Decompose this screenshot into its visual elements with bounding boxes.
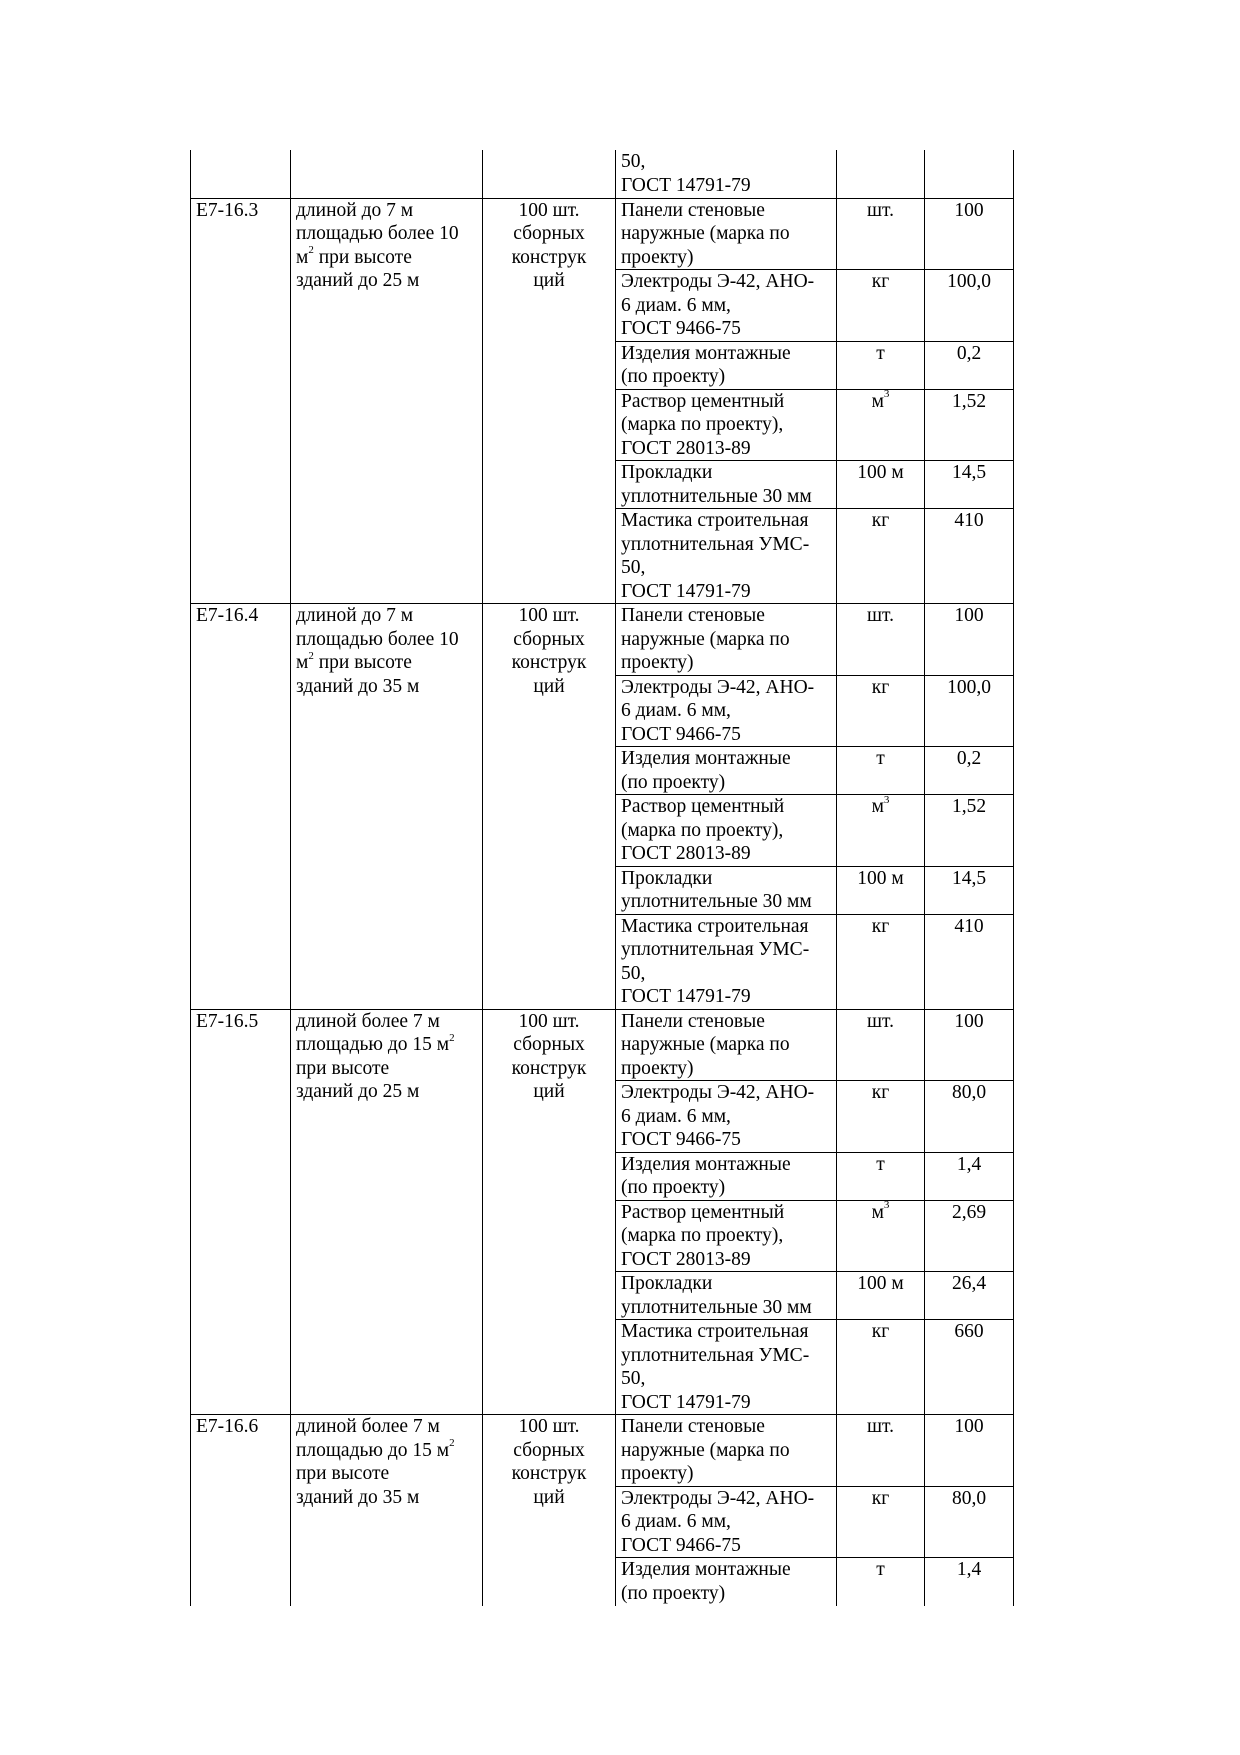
unit-cell <box>483 150 616 198</box>
material-unit-cell: т <box>837 1558 925 1606</box>
material-unit-cell <box>837 150 925 198</box>
material-unit-cell: 100 м <box>837 866 925 914</box>
material-qty-cell: 0,2 <box>925 341 1014 389</box>
material-unit-cell: 100 м <box>837 1272 925 1320</box>
material-qty-cell: 80,0 <box>925 1081 1014 1153</box>
material-unit-cell: шт. <box>837 198 925 270</box>
material-name-cell: Прокладки уплотнительные 30 мм <box>616 1272 837 1320</box>
material-name-cell: Электроды Э-42, АНО- 6 диам. 6 мм, ГОСТ 9466-75 <box>616 1081 837 1153</box>
material-unit-cell: шт. <box>837 1009 925 1081</box>
unit-cell: 100 шт. сборных конструк ций <box>483 198 616 604</box>
material-name-cell: Прокладки уплотнительные 30 мм <box>616 461 837 509</box>
code-cell <box>191 150 291 198</box>
description-cell <box>291 150 483 198</box>
material-name-cell: Раствор цементный (марка по проекту), ГОСТ 28013-89 <box>616 1200 837 1272</box>
material-unit-cell: т <box>837 747 925 795</box>
material-qty-cell: 14,5 <box>925 461 1014 509</box>
material-unit-cell: т <box>837 1152 925 1200</box>
material-unit-cell: кг <box>837 509 925 604</box>
table-row <box>191 198 1014 270</box>
material-name-cell: Раствор цементный (марка по проекту), ГОСТ 28013-89 <box>616 389 837 461</box>
material-unit-cell: шт. <box>837 1415 925 1487</box>
material-qty-cell: 100 <box>925 198 1014 270</box>
material-qty-cell: 0,2 <box>925 747 1014 795</box>
description-cell: длиной более 7 м площадью до 15 $м^2$ при высоте зданий до 35 м <box>291 1415 483 1606</box>
material-qty-cell: 14,5 <box>925 866 1014 914</box>
material-name-cell: 50, ГОСТ 14791-79 <box>616 150 837 198</box>
material-unit-cell: $м^3$ <box>837 1200 925 1272</box>
unit-cell: 100 шт. сборных конструк ций <box>483 604 616 1010</box>
code-cell: Е7-16.4 <box>191 604 291 1010</box>
material-name-cell: Электроды Э-42, АНО- 6 диам. 6 мм, ГОСТ 9466-75 <box>616 1486 837 1558</box>
material-qty-cell: 100 <box>925 604 1014 676</box>
material-name-cell: Изделия монтажные (по проекту) <box>616 1558 837 1606</box>
norms-table <box>190 150 1014 1606</box>
material-name-cell: Мастика строительная уплотнительная УМС- 50, ГОСТ 14791-79 <box>616 1320 837 1415</box>
material-unit-cell: 100 м <box>837 461 925 509</box>
material-unit-cell: кг <box>837 675 925 747</box>
material-qty-cell: 1,4 <box>925 1152 1014 1200</box>
material-unit-cell: кг <box>837 1486 925 1558</box>
material-qty-cell: 100,0 <box>925 270 1014 342</box>
material-unit-cell: кг <box>837 914 925 1009</box>
description-cell: длиной более 7 м площадью до 15 $м^2$ при высоте зданий до 25 м <box>291 1009 483 1415</box>
material-name-cell: Мастика строительная уплотнительная УМС- 50, ГОСТ 14791-79 <box>616 509 837 604</box>
material-qty-cell: 80,0 <box>925 1486 1014 1558</box>
unit-cell: 100 шт. сборных конструк ций <box>483 1009 616 1415</box>
material-unit-cell: кг <box>837 1320 925 1415</box>
material-unit-cell: шт. <box>837 604 925 676</box>
material-name-cell: Панели стеновые наружные (марка по проекту) <box>616 1415 837 1487</box>
table-row <box>191 604 1014 676</box>
material-name-cell: Раствор цементный (марка по проекту), ГОСТ 28013-89 <box>616 795 837 867</box>
material-qty-cell: 1,4 <box>925 1558 1014 1606</box>
material-unit-cell: кг <box>837 270 925 342</box>
material-qty-cell: 660 <box>925 1320 1014 1415</box>
material-qty-cell <box>925 150 1014 198</box>
material-qty-cell: 410 <box>925 914 1014 1009</box>
material-unit-cell: $м^3$ <box>837 389 925 461</box>
code-cell: Е7-16.3 <box>191 198 291 604</box>
material-name-cell: Прокладки уплотнительные 30 мм <box>616 866 837 914</box>
material-qty-cell: 410 <box>925 509 1014 604</box>
code-cell: Е7-16.5 <box>191 1009 291 1415</box>
material-qty-cell: 2,69 <box>925 1200 1014 1272</box>
table-row <box>191 1009 1014 1081</box>
material-unit-cell: кг <box>837 1081 925 1153</box>
code-cell: Е7-16.6 <box>191 1415 291 1606</box>
material-qty-cell: 100 <box>925 1415 1014 1487</box>
material-name-cell: Изделия монтажные (по проекту) <box>616 341 837 389</box>
material-qty-cell: 100 <box>925 1009 1014 1081</box>
material-name-cell: Изделия монтажные (по проекту) <box>616 747 837 795</box>
description-cell: длиной до 7 м площадью более 10 $м^2$ при высоте зданий до 35 м <box>291 604 483 1010</box>
unit-cell: 100 шт. сборных конструк ций <box>483 1415 616 1606</box>
material-name-cell: Мастика строительная уплотнительная УМС- 50, ГОСТ 14791-79 <box>616 914 837 1009</box>
material-name-cell: Панели стеновые наружные (марка по проекту) <box>616 604 837 676</box>
material-qty-cell: 100,0 <box>925 675 1014 747</box>
material-name-cell: Панели стеновые наружные (марка по проекту) <box>616 198 837 270</box>
table-row <box>191 150 1014 198</box>
material-name-cell: Изделия монтажные (по проекту) <box>616 1152 837 1200</box>
material-qty-cell: 1,52 <box>925 389 1014 461</box>
table-row <box>191 1415 1014 1487</box>
material-name-cell: Электроды Э-42, АНО- 6 диам. 6 мм, ГОСТ 9466-75 <box>616 675 837 747</box>
description-cell: длиной до 7 м площадью более 10 $м^2$ при высоте зданий до 25 м <box>291 198 483 604</box>
material-qty-cell: 1,52 <box>925 795 1014 867</box>
material-qty-cell: 26,4 <box>925 1272 1014 1320</box>
material-name-cell: Панели стеновые наружные (марка по проекту) <box>616 1009 837 1081</box>
material-unit-cell: $м^3$ <box>837 795 925 867</box>
material-name-cell: Электроды Э-42, АНО- 6 диам. 6 мм, ГОСТ 9466-75 <box>616 270 837 342</box>
material-unit-cell: т <box>837 341 925 389</box>
